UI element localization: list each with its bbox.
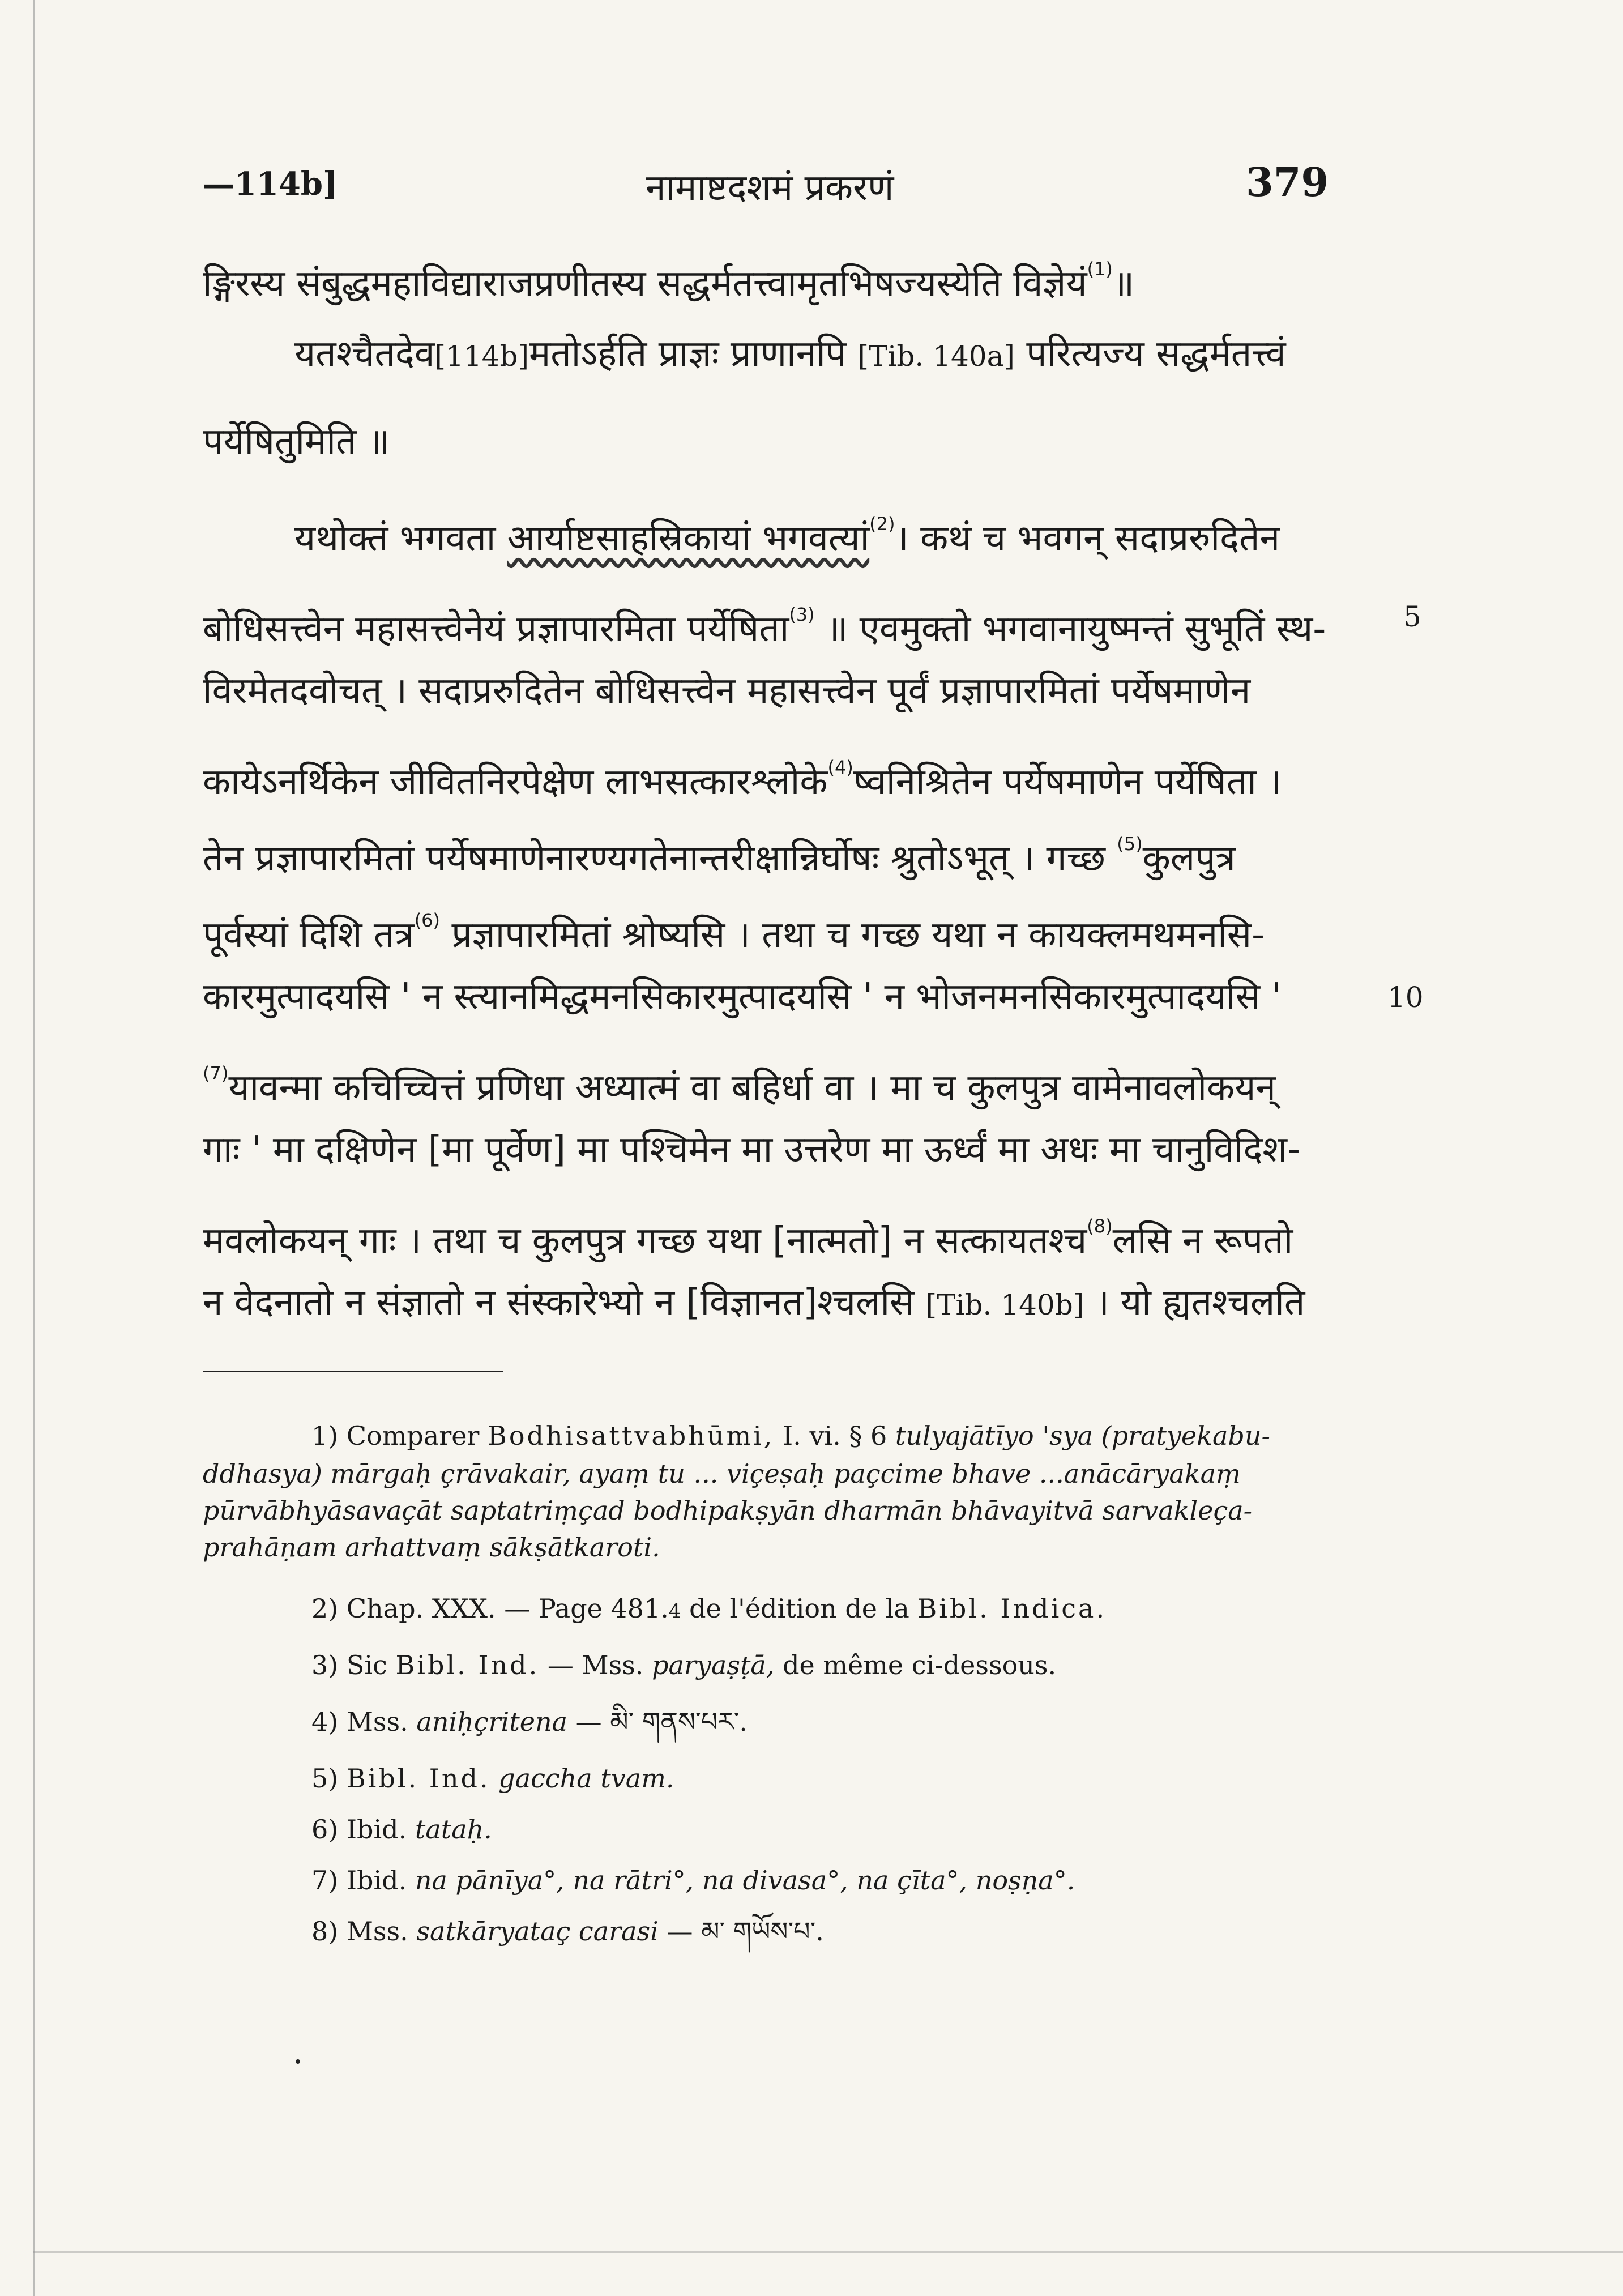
page-edge (33, 0, 35, 2296)
footnote-8: 8) Mss. satkāryataç carasi — མ་ གཡོས་པ་. (311, 1916, 824, 1947)
text-line-13: मवलोकयन् गाः । तथा च कुलपुत्र गच्छ यथा [नात्मतो] न सत्कायतश्च$^{(8)}$लसि न रूपतो (203, 1215, 1293, 1262)
text-line-5: बोधिसत्त्वेन महासत्त्वेनेयं प्रज्ञापारमिता पर्येषिता$^{(3)}$ ॥ एवमुक्तो भगवानायुष्मन्तं सुभूतिं स्थ- (203, 604, 1326, 650)
line-number: 5 (1403, 600, 1421, 633)
footnote-7: 7) Ibid. na pānīya°, na rātri°, na divasa°, na çīta°, noṣṇa°. (311, 1865, 1075, 1896)
text-line-8: तेन प्रज्ञापारमितां पर्येषमाणेनारण्यगतेनान्तरीक्षान्निर्घोषः श्रुतोऽभूत् । गच्छ $^{(5)}$कुलपुत्र (203, 833, 1236, 880)
text-line-2: यतश्चैतदेव[114b]मतोऽर्हति प्राज्ञः प्राणानपि [Tib. 140a] परित्यज्य सद्धर्मतत्त्वं (294, 333, 1286, 375)
footnote-1-line-3: pūrvābhyāsavaçāt saptatriṃçad bodhipakṣyān dharmān bhāvayitvā sarvakleça- (203, 1495, 1253, 1526)
footnote-6: 6) Ibid. tataḥ. (311, 1814, 492, 1845)
text-line-7: कायेऽनर्थिकेन जीवितनिरपेक्षेण लाभसत्कारश्लोके$^{(4)}$ष्वनिश्रितेन पर्येषमाणेन पर्येषिता । (203, 757, 1282, 803)
footnote-ref: (4) (827, 757, 853, 778)
footnote-rule (203, 1371, 503, 1372)
tibetan-ref: [Tib. 140b] (925, 1288, 1084, 1321)
header-chapter-title: नामाष्टदशमं प्रकरणं (646, 167, 894, 209)
footnote-ref: (2) (869, 513, 895, 535)
page-number: 379 (1246, 159, 1329, 206)
text-line-12: गाः ' मा दक्षिणेन [मा पूर्वेण] मा पश्चिमेन मा उत्तरेण मा ऊर्ध्वं मा अधः मा चानुविदिश- (203, 1129, 1301, 1171)
text-line-14: न वेदनातो न संज्ञातो न संस्कारेभ्यो न [विज्ञानत]श्चलसि [Tib. 140b] । यो ह्यतश्चलति (203, 1282, 1305, 1324)
text-line-6: विरमेतदवोचत् । सदाप्ररुदितेन बोधिसत्त्वेन महासत्त्वेन पूर्वं प्रज्ञापारमितां पर्येषमाणेन (203, 670, 1251, 712)
text-line-1: ङ्गिरस्य संबुद्धमहाविद्याराजप्रणीतस्य सद्धर्मतत्त्वामृतभिषज्यस्येति विज्ञेयं$^{(1)}$॥ (203, 258, 1135, 305)
footnote-ref: (1) (1087, 258, 1113, 280)
text-line-11: $^{(7)}$यावन्मा कचिच्चित्तं प्रणिधा अध्यात्मं वा बहिर्धा वा । मा च कुलपुत्र वामेनावलोकयन् (203, 1062, 1276, 1109)
work-title-underlined: आर्याष्टसाहस्रिकायां भगवत्यां (507, 518, 870, 560)
footnote-2: 2) Chap. XXX. — Page 481.4 de l'édition de la Bibl. Indica. (311, 1593, 1107, 1624)
footnote-ref: (8) (1087, 1215, 1113, 1237)
footnote-1-line-2: ddhasya) mārgaḥ çrāvakair, ayaṃ tu ... viçeṣaḥ paçcime bhave ...anācāryakaṃ (203, 1458, 1241, 1489)
footnote-3: 3) Sic Bibl. Ind. — Mss. paryaṣṭā, de même ci-dessous. (311, 1650, 1057, 1680)
footnote-ref: (6) (414, 910, 441, 931)
footnote-1-line-4: prahāṇam arhattvaṃ sākṣātkaroti. (203, 1532, 660, 1563)
text-line-4: यथोक्तं भगवता आर्याष्टसाहस्रिकायां भगवत्यां$^{(2)}$। कथं च भवगन् सदाप्ररुदितेन (294, 513, 1280, 560)
page-edge-bottom (33, 2251, 1623, 2253)
text-line-10: कारमुत्पादयसि ' न स्त्यानमिद्धमनसिकारमुत्पादयसि ' न भोजनमनसिकारमुत्पादयसि ' (203, 976, 1282, 1018)
footnote-1: 1) Comparer Bodhisattvabhūmi, I. vi. § 6 tulyajātīyo 'sya (pratyekabu- (311, 1420, 1271, 1451)
footnote-ref: (5) (1117, 833, 1143, 855)
footnote-ref: (7) (203, 1062, 229, 1084)
footnote-5: 5) Bibl. Ind. gaccha tvam. (311, 1763, 674, 1794)
footnote-ref: (3) (789, 604, 815, 625)
footnote-4: 4) Mss. aniḥçritena — མི་ གནས་པར་. (311, 1706, 748, 1737)
tibetan-ref: [Tib. 140a] (857, 340, 1015, 373)
header-folio-ref: —114b] (203, 165, 338, 203)
text-line-9: पूर्वस्यां दिशि तत्र$^{(6)}$ प्रज्ञापारमितां श्रोष्यसि । तथा च गच्छ यथा न कायक्लमथमनसि- (203, 910, 1265, 956)
line-number: 10 (1387, 981, 1424, 1014)
ink-speck (296, 2059, 300, 2064)
text-line-3: पर्येषितुमिति ॥ (203, 421, 390, 463)
